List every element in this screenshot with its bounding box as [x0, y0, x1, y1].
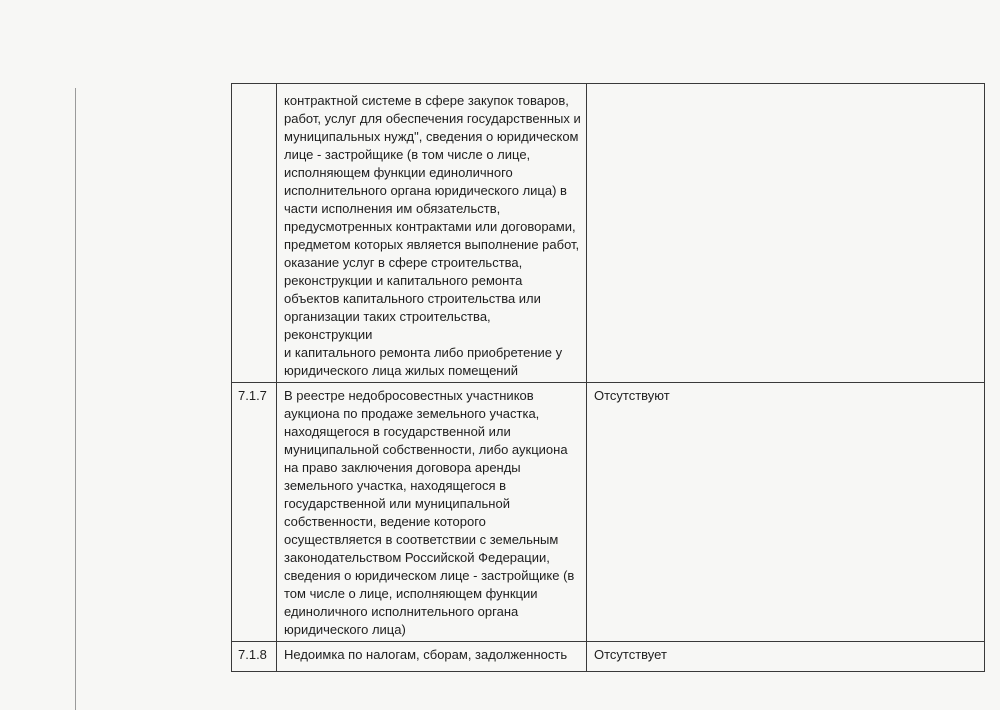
row-number-cell: 7.1.7	[232, 383, 277, 642]
row-number-cell	[232, 84, 277, 383]
table-row	[232, 642, 985, 672]
disclosure-table	[231, 83, 985, 672]
row-description-cell: В реестре недобросовестных участников аукциона по продаже земельного участка, находящегося в государственной или муниципальной собственности, либо аукциона на право заключения договора аренды земельного участка, находящегося в государственной или муниципальной собственности, ведение которого осуществляется в соответствии с земельным законодательством Российской Федерации, сведения о юридическом лице - застройщике (в том числе о лице, исполняющем функции единоличного исполнительного органа юридического лица)	[277, 383, 587, 642]
page-margin-line	[75, 88, 76, 710]
row-value-cell: Отсутствуют	[587, 383, 985, 642]
row-description-cell: контрактной системе в сфере закупок товаров, работ, услуг для обеспечения государственных и муниципальных нужд", сведения о юридическом лице - застройщике (в том числе о лице, исполняющем функции единоличного исполнительного органа юридического лица) в части исполнения им обязательств, предусмотренных контрактами или договорами, предметом которых является выполнение работ, оказание услуг в сфере строительства, реконструкции и капитального ремонта объектов капитального строительства или организации таких строительства, реконструкции и капитального ремонта либо приобретение у юридического лица жилых помещений	[277, 84, 587, 383]
table-row	[232, 84, 985, 383]
row-number-cell: 7.1.8	[232, 642, 277, 672]
table-row	[232, 383, 985, 642]
row-value-cell: Отсутствует	[587, 642, 985, 672]
row-value-cell	[587, 84, 985, 383]
row-description-cell: Недоимка по налогам, сборам, задолженность	[277, 642, 587, 672]
